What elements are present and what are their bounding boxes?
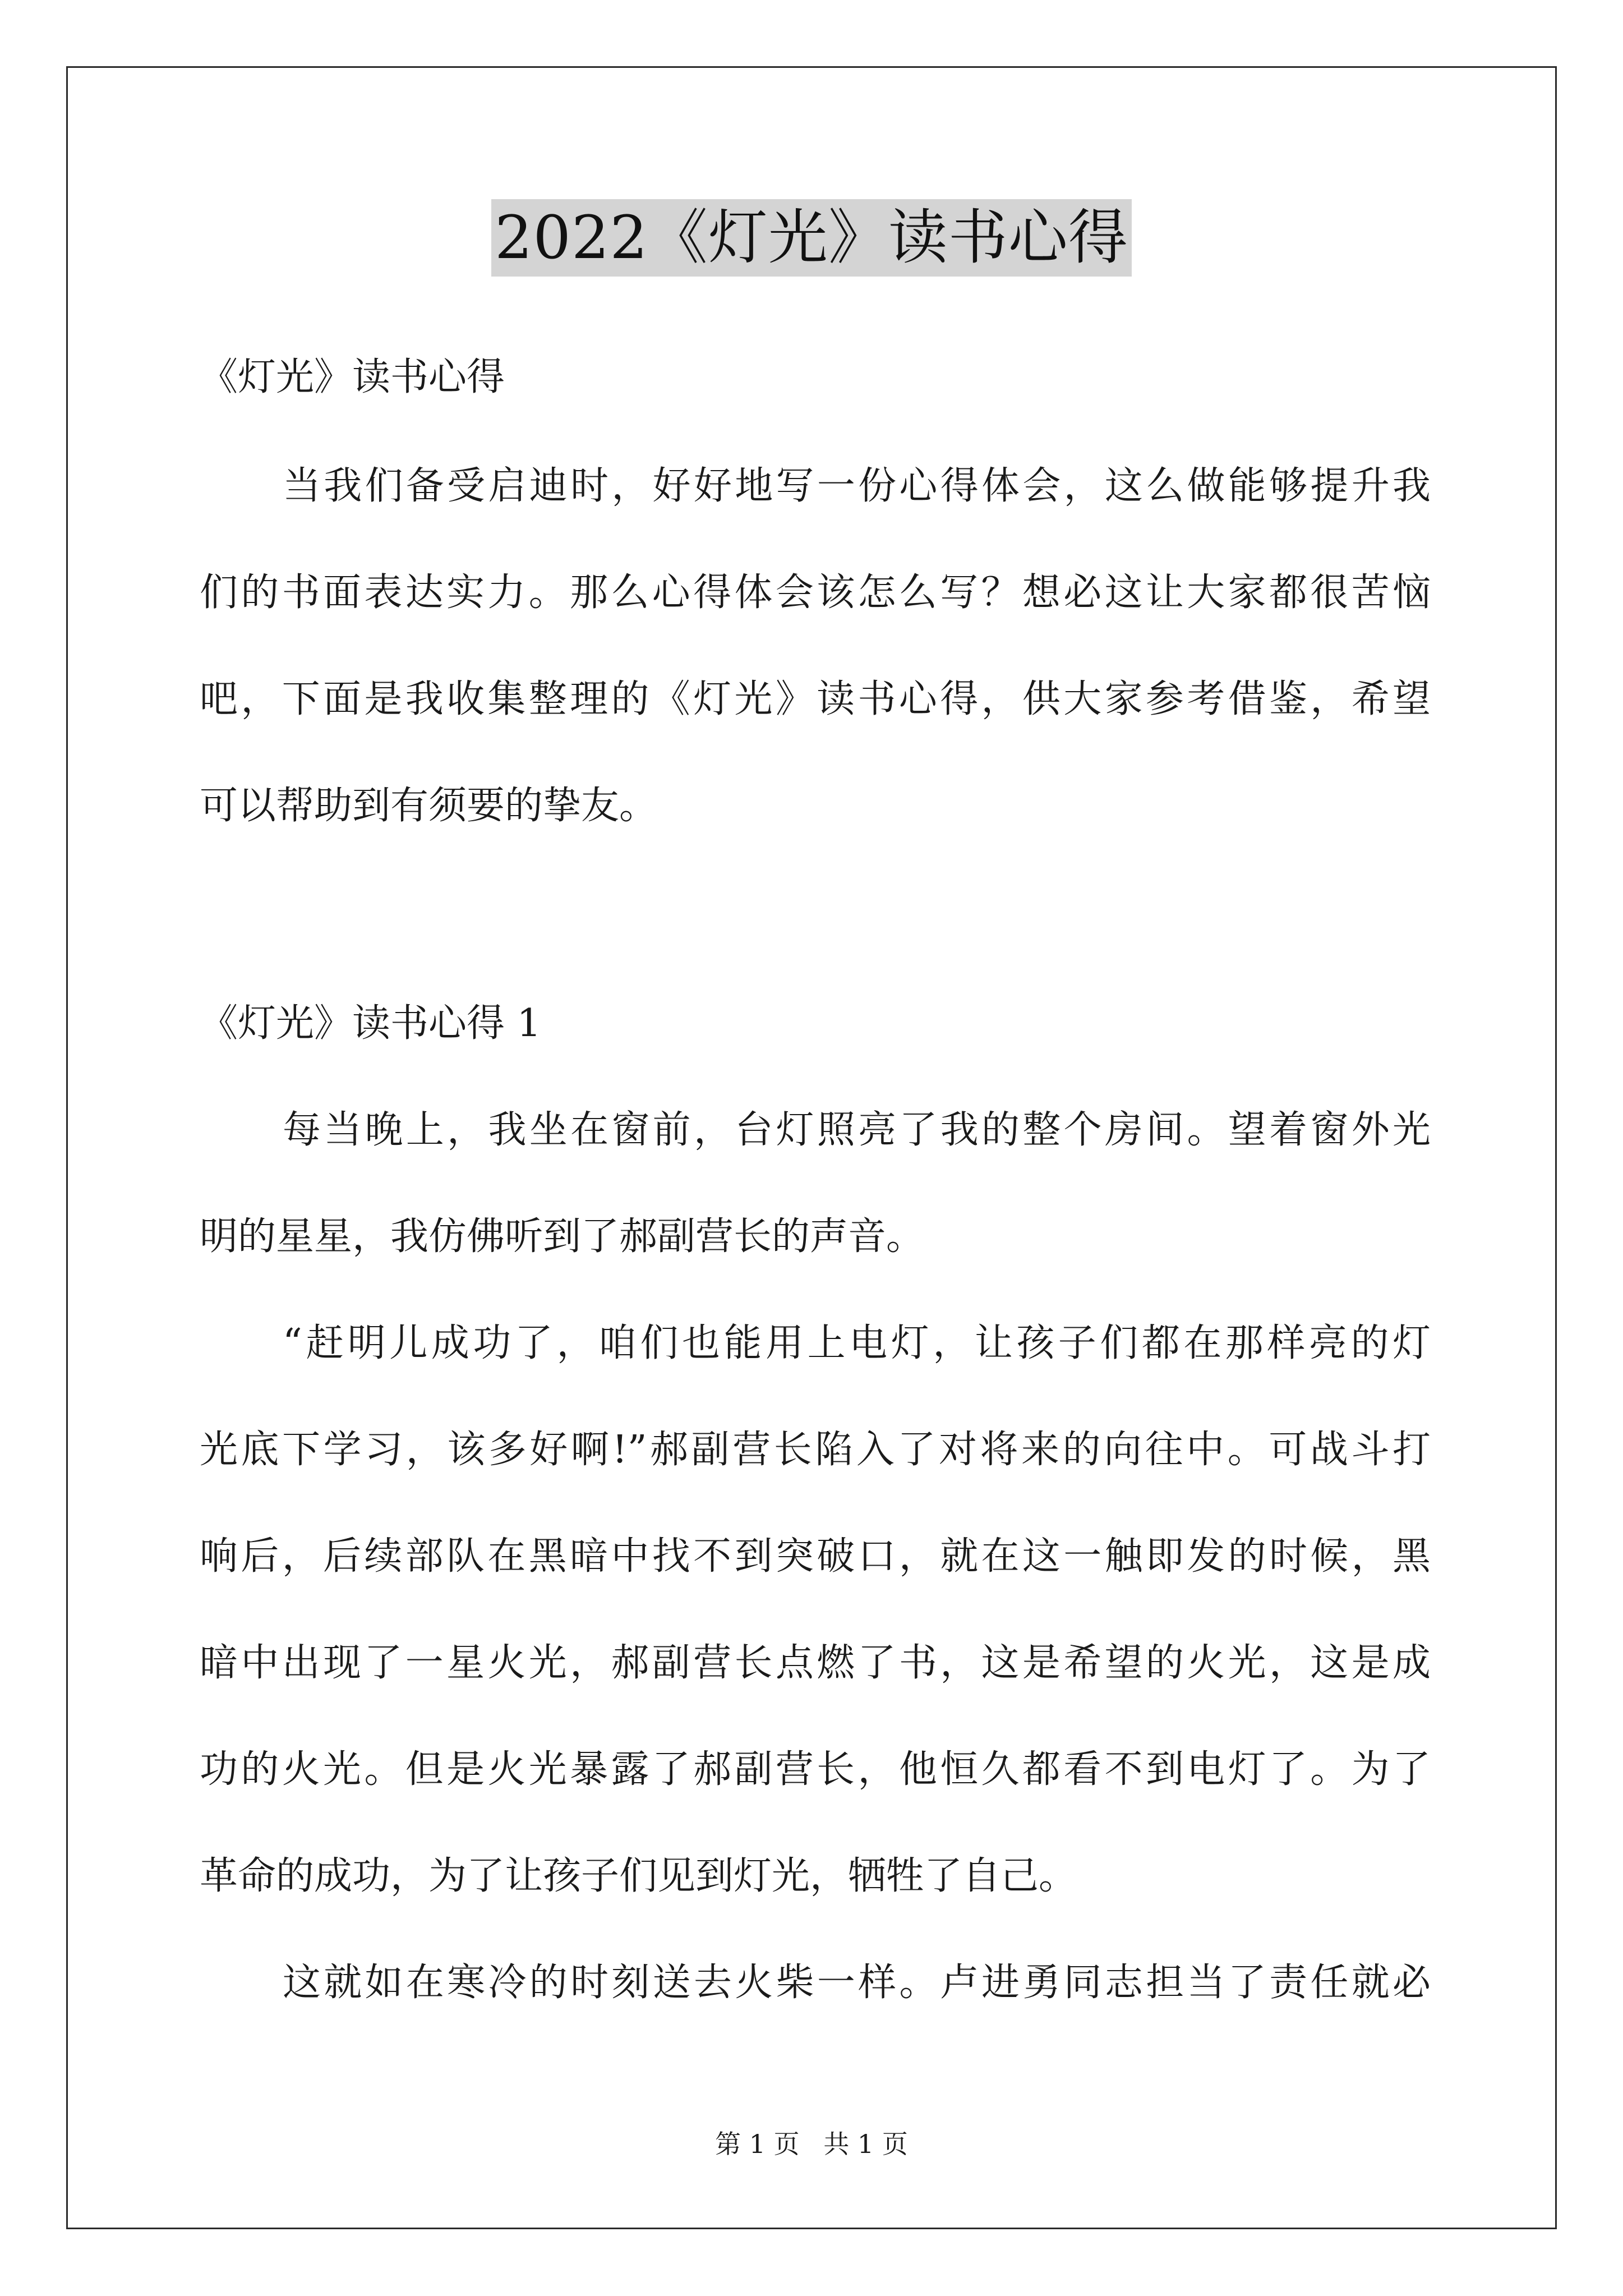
page-footer: [0, 2127, 1623, 2161]
para1-line-2: 明的星星，我仿佛听到了郝副营长的声音。: [200, 1214, 925, 1259]
intro-line-1: 当我们备受启迪时，好好地写一份心得体会，这么做能够提升我: [283, 464, 1431, 508]
page-total: 共 1 页: [823, 2129, 908, 2159]
section-1-heading: 《灯光》读书心得 1: [200, 1001, 541, 1046]
para2-line-6: 革命的成功，为了让孩子们见到灯光，牺牲了自己。: [200, 1854, 1077, 1898]
para1-line-1: 每当晚上，我坐在窗前，台灯照亮了我的整个房间。望着窗外光: [283, 1108, 1431, 1152]
subtitle: 《灯光》读书心得: [200, 355, 505, 399]
intro-line-4: 可以帮助到有须要的挚友。: [200, 784, 658, 828]
para3-line-1: 这就如在寒冷的时刻送去火柴一样。卢进勇同志担当了责任就必: [283, 1961, 1431, 2005]
para2-line-5: 功的火光。但是火光暴露了郝副营长，他恒久都看不到电灯了。为了: [200, 1747, 1431, 1792]
para2-line-4: 暗中出现了一星火光，郝副营长点燃了书，这是希望的火光，这是成: [200, 1641, 1431, 1685]
para2-line-3: 响后，后续部队在黑暗中找不到突破口，就在这一触即发的时候，黑: [200, 1534, 1431, 1579]
title-container: [0, 199, 1623, 277]
page-number: 第 1 页: [715, 2129, 800, 2159]
para2-line-2: 光底下学习，该多好啊!”郝副营长陷入了对将来的向往中。可战斗打: [200, 1428, 1431, 1472]
intro-line-3: 吧，下面是我收集整理的《灯光》读书心得，供大家参考借鉴，希望: [200, 677, 1431, 721]
intro-line-2: 们的书面表达实力。那么心得体会该怎么写？想必这让大家都很苦恼: [200, 570, 1431, 615]
para2-line-1: “赶明儿成功了，咱们也能用上电灯，让孩子们都在那样亮的灯: [283, 1321, 1431, 1365]
document-title: 2022《灯光》读书心得: [491, 199, 1132, 277]
